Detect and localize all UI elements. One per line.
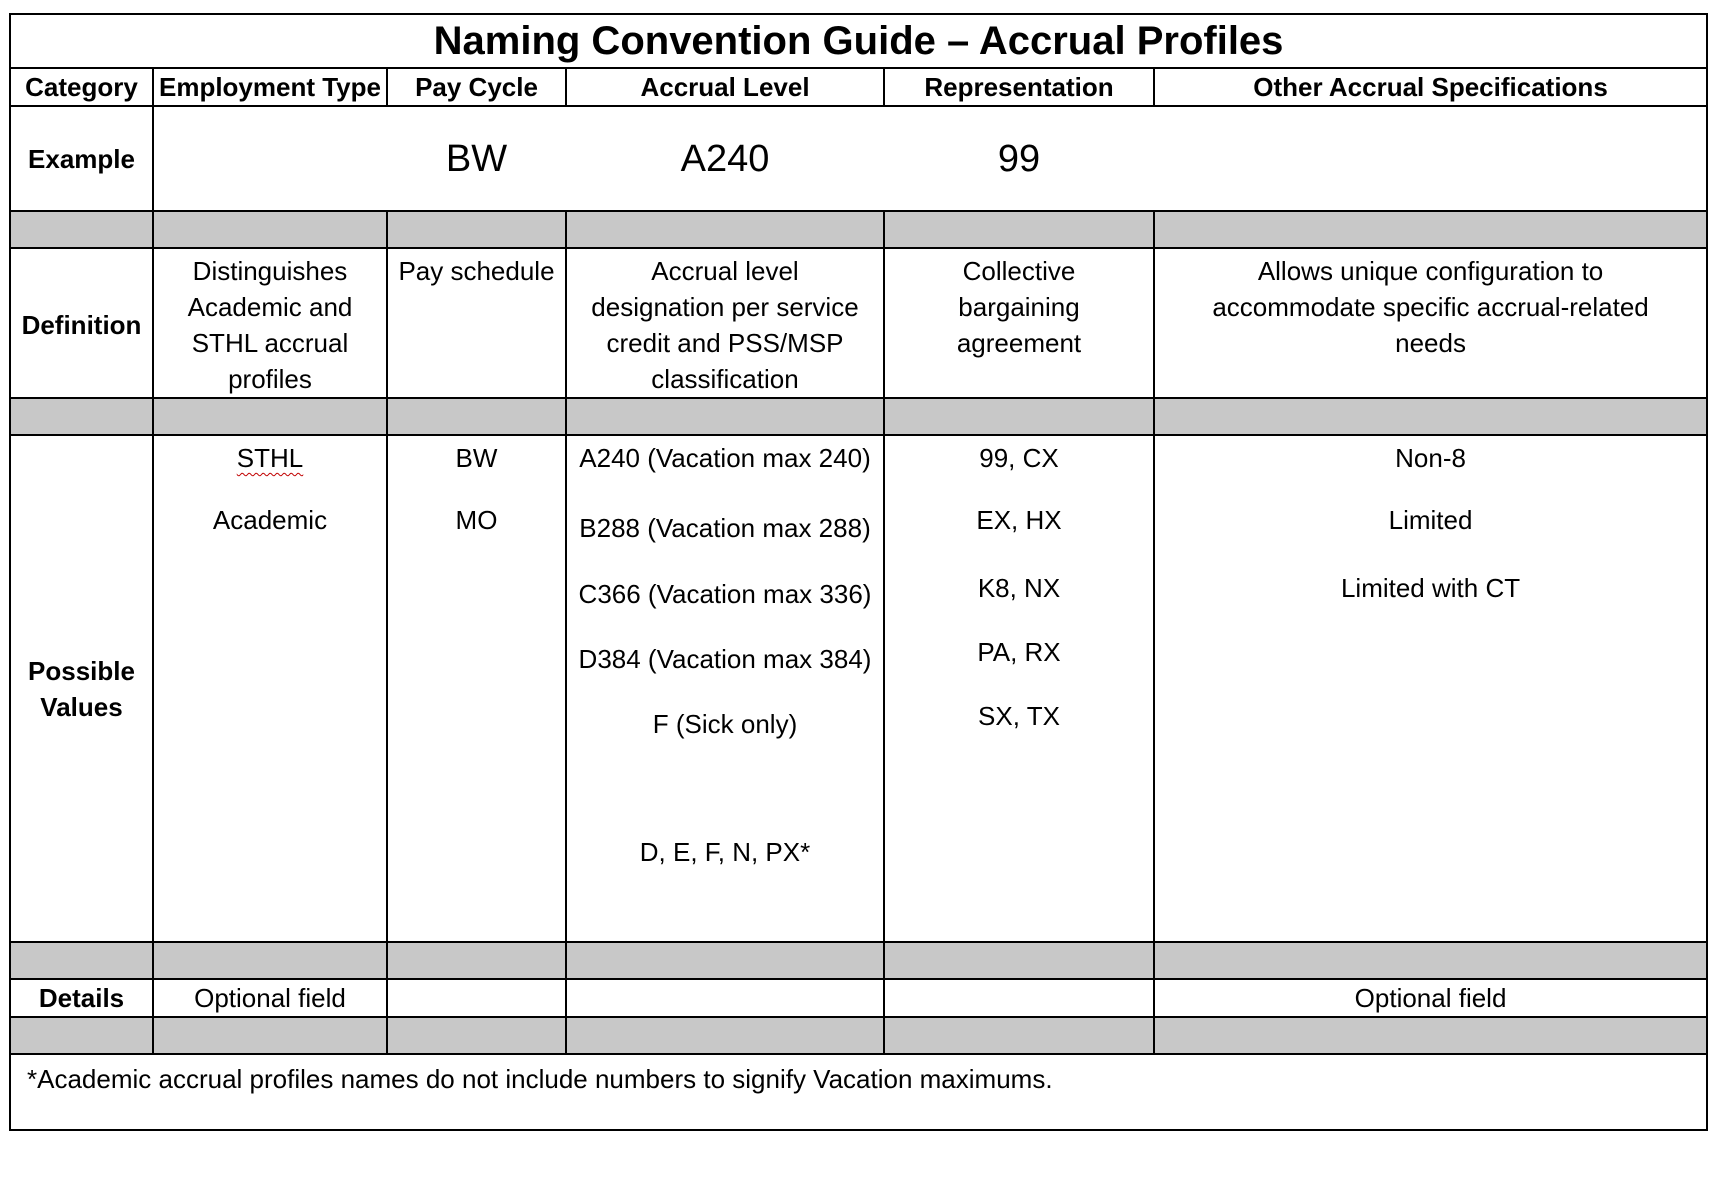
- definition-employment-type: Distinguishes Academic and STHL accrual profiles: [153, 248, 387, 398]
- details-label: Details: [10, 979, 153, 1017]
- value-pay-cycle: BW: [455, 443, 498, 473]
- example-representation: 99: [884, 106, 1154, 211]
- value-accrual-level: A240 (Vacation max 240): [579, 443, 871, 473]
- header-employment-type: Employment Type: [153, 68, 387, 106]
- example-accrual-level: A240: [566, 106, 884, 211]
- value-employment-type: STHL: [236, 443, 304, 473]
- value-other: Limited with CT: [1340, 573, 1521, 603]
- details-pay-cycle: [387, 979, 566, 1017]
- header-accrual-level: Accrual Level: [566, 68, 884, 106]
- possible-values-pay-cycle: [387, 435, 566, 942]
- value-accrual-level: B288 (Vacation max 288): [579, 513, 871, 543]
- possible-values-representation: [884, 435, 1154, 942]
- header-category: Category: [10, 68, 153, 106]
- value-representation: PA, RX: [977, 637, 1061, 667]
- value-representation: K8, NX: [977, 573, 1061, 603]
- definition-accrual-level: Accrual level designation per service credit and PSS/MSP classification: [566, 248, 884, 398]
- separator-row: [10, 211, 1707, 248]
- value-employment-type: Academic: [212, 505, 328, 535]
- value-accrual-level: D, E, F, N, PX*: [639, 837, 811, 867]
- details-employment-type: Optional field: [153, 979, 387, 1017]
- example-pay-cycle: BW: [387, 106, 566, 211]
- possible-values-other: [1154, 435, 1707, 942]
- possible-values-row: [10, 435, 1707, 942]
- definition-other: Allows unique configuration to accommodate specific accrual-related needs: [1154, 248, 1707, 398]
- example-row: [10, 106, 1707, 211]
- footnote: *Academic accrual profiles names do not include numbers to signify Vacation maximums.: [10, 1054, 1707, 1130]
- value-pay-cycle: MO: [455, 505, 498, 535]
- definition-pay-cycle: Pay schedule: [387, 248, 566, 398]
- value-representation: EX, HX: [976, 505, 1062, 535]
- possible-values-employment-type: [153, 435, 387, 942]
- possible-values-label: Possible Values: [10, 435, 153, 942]
- definition-representation: Collective bargaining agreement: [884, 248, 1154, 398]
- details-representation: [884, 979, 1154, 1017]
- value-representation: SX, TX: [978, 701, 1060, 731]
- header-representation: Representation: [884, 68, 1154, 106]
- example-employment-type: [153, 106, 387, 211]
- example-other: [1154, 106, 1707, 211]
- naming-convention-table: [9, 13, 1708, 1131]
- value-accrual-level: F (Sick only): [652, 709, 798, 739]
- value-representation: 99, CX: [979, 443, 1059, 473]
- header-pay-cycle: Pay Cycle: [387, 68, 566, 106]
- possible-values-accrual-level: [566, 435, 884, 942]
- separator-row: [10, 942, 1707, 979]
- naming-convention-table-sheet: [9, 13, 1706, 1189]
- details-accrual-level: [566, 979, 884, 1017]
- details-other: Optional field: [1154, 979, 1707, 1017]
- example-label: Example: [10, 106, 153, 211]
- value-other: Limited: [1388, 505, 1473, 535]
- separator-row: [10, 398, 1707, 435]
- value-accrual-level: C366 (Vacation max 336): [578, 579, 872, 609]
- separator-row: [10, 1017, 1707, 1054]
- value-accrual-level: D384 (Vacation max 384): [578, 644, 872, 674]
- value-other: Non-8: [1395, 443, 1466, 473]
- table-title: Naming Convention Guide – Accrual Profiles: [10, 14, 1707, 68]
- definition-row: [10, 248, 1707, 398]
- definition-label: Definition: [10, 248, 153, 398]
- details-row: [10, 979, 1707, 1017]
- header-other-accrual-specifications: Other Accrual Specifications: [1154, 68, 1707, 106]
